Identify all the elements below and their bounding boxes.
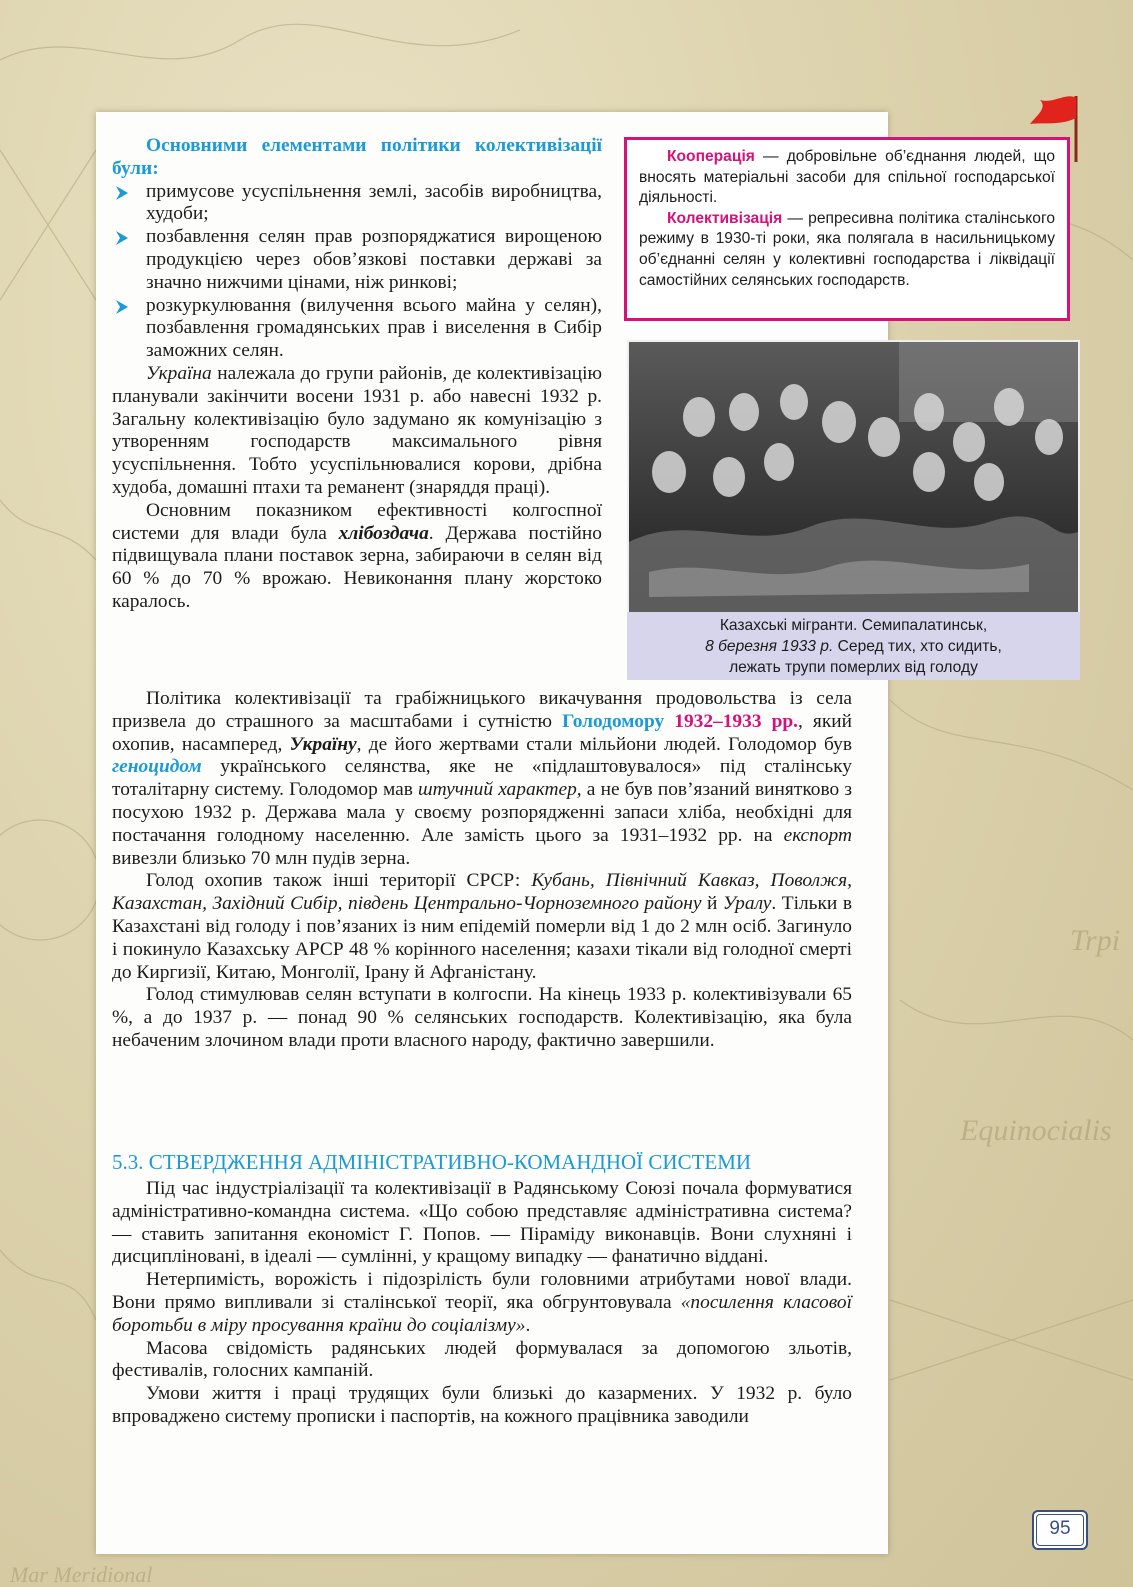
caption-line-2-rest: Серед тих, хто сидить, xyxy=(833,638,1002,655)
term-collectivization: Колективізація xyxy=(667,209,783,227)
bullet-text: позбавлення селян прав розпоряджатися вирощеною продукцією через обов’язкові поставки державі за значно нижчими цінами, ніж ринкові; xyxy=(146,226,602,293)
map-lettering-fragment: Trpi xyxy=(1070,924,1121,957)
page-number: 95 xyxy=(1032,1510,1088,1550)
map-lettering-aequinoctialis: Equinocialis xyxy=(960,1114,1112,1147)
arrow-bullet-icon xyxy=(114,230,130,246)
term-cooperation: Кооперація xyxy=(667,148,755,165)
paragraph-text: . Держава постійно підвищувала плани поставок зерна, забираючи в селян від 60 % до 70 % врожаю. Невиконання плану жорстоко каралось. xyxy=(112,522,602,612)
paragraph-text: й xyxy=(701,893,723,915)
bullet-item xyxy=(112,226,602,294)
paragraph-intolerance xyxy=(112,1269,852,1337)
definition-collectivization-text: — репресивна політика сталінського режиму в 1930-ті роки, яка полягала в насильницькому об’єднанні селян у колективні господарства і ліквідації самостійних селянських господарств. xyxy=(639,209,1055,289)
map-lettering-meridianus: Mar Meridional xyxy=(10,1562,153,1587)
paragraph-text: , де його жертвами стали мільйони людей. Голодомор був xyxy=(356,733,852,755)
intro-heading: Основними елементами політики колективізації були: xyxy=(112,135,602,179)
paragraph-text: Політика колективізації та грабіжницького викачування продовольства із села призвела до страшного за масштабами і сутністю xyxy=(112,688,852,732)
definition-collectivization xyxy=(639,209,1055,291)
historical-photo xyxy=(627,340,1080,614)
paragraph-text: належала до групи районів, де колективізацію планували закінчити восени 1931 р. або навесні 1932 р. Загальну колективізацію було задумано як комунізацію з утворенням господарств максимального рівня усуспільнення. Тобто усуспільнювалися корови, дрібна худоба, домашні птахи та реманент (знаряддя праці). xyxy=(112,362,602,498)
definitions-box xyxy=(624,137,1070,321)
text-column-narrow xyxy=(112,135,602,614)
emphasis-grain-delivery: хлібоздача xyxy=(338,522,429,544)
paragraph-ukraine-plan xyxy=(112,363,602,500)
definition-cooperation-text: — добровільне об’єднання людей, що вносять матеріальні засоби для спільної господарської діяльності. xyxy=(639,148,1055,207)
quote-class-struggle: «посилення класової боротьби в міру просування країни до соціалізму» xyxy=(112,1291,852,1336)
bullet-item xyxy=(112,181,602,227)
term-holodomor-years: 1932–1933 рр. xyxy=(674,710,798,732)
definition-cooperation xyxy=(639,147,1055,209)
bullet-text: примусове усуспільнення землі, засобів виробництва, худоби; xyxy=(146,180,602,225)
paragraph-text: , який охопив, насамперед, xyxy=(112,710,853,755)
paragraph-holodomor xyxy=(112,688,852,870)
caption-date: 8 березня 1933 р. xyxy=(705,638,834,655)
emphasis-regions: Кубань, Північний Кавказ, Поволжя, Казахстан, Західний Сибір, південь Центрально-Чорноземного району xyxy=(112,870,852,915)
text-column-section xyxy=(112,1178,852,1429)
paragraph-admin-system: Під час індустріалізації та колективізації в Радянському Союзі почала формуватися адміністративно-командна система. «Що собою представляє адміністративна система? — ставить запитання економіст Г. Попов. — Піраміду виконавців. Вони слухняні і дисципліновані, в ідеалі — сумлінні, у кращому випадку — фанатично віддані. xyxy=(112,1178,852,1268)
paragraph-living-conditions: Умови життя і праці трудящих були близькі до казармених. У 1932 р. було впроваджено систему прописки і паспортів, на кожного працівника заводили xyxy=(112,1383,852,1427)
paragraph-text: а не був пов’язаний винятково з посухою 1932 р. Держава мала у своєму розпорядженні запаси хліба, необхідні для постачання голодному населенню. Але замість цього за 1931–1932 рр. на xyxy=(112,779,853,846)
bullet-list xyxy=(112,181,602,363)
emphasis-ukraine: Україна xyxy=(146,362,212,384)
bullet-item xyxy=(112,295,602,363)
paragraph-text: . xyxy=(525,1314,531,1336)
paragraph-collectivization-rates: Голод стимулював селян вступати в колгоспи. На кінець 1933 р. колективізували 65 %, а до 1937 р. — понад 90 % селянських господарств. Колективізацію, яка була небаченим злочином влади проти власного народу, фактично завершили. xyxy=(112,984,852,1051)
arrow-bullet-icon xyxy=(114,185,130,201)
section-title: 5.3. СТВЕРДЖЕННЯ АДМІНІСТРАТИВНО-КОМАНДНОЇ СИСТЕМИ xyxy=(112,1150,752,1174)
paragraph-text: українського селянства, яке не «підлаштовувалося» під сталінську тоталітарну систему. Голодомор мав xyxy=(112,756,852,801)
emphasis-artificial: штучний характер, xyxy=(418,779,582,801)
paragraph-mass-consciousness: Масова свідомість радянських людей формувалася за допомогою зльотів, фестивалів, голосних кампаній. xyxy=(112,1337,852,1382)
text-column-wide xyxy=(112,688,852,1053)
paragraph-text: Основним показником ефективності колгоспної системи для влади була xyxy=(112,499,602,544)
paragraph-text: . Тільки в Казахстані від голоду і пов’язаних із ним епідемій померли від 1 до 2 млн осіб. Загинуло і покинуло Казахську АРСР 48 % корінного населення; казахи тікали від голодної смерті до Киргизії, Китаю, Монголії, Ірану й Афганістану. xyxy=(112,893,853,983)
emphasis-export: експорт xyxy=(783,824,852,846)
paragraph-text: вивезли близько 70 млн пудів зерна. xyxy=(112,847,411,869)
paragraph-grain-delivery xyxy=(112,500,602,614)
photo-caption xyxy=(627,612,1080,680)
caption-line-1: Казахські мігранти. Семипалатинськ, xyxy=(719,617,988,634)
bullet-text: розкуркулювання (вилучення всього майна у селян), позбавлення громадянських прав і виселення в Сибір заможних селян. xyxy=(146,294,602,362)
paragraph-text: Голод охопив також інші території СРСР: xyxy=(146,870,532,892)
arrow-bullet-icon xyxy=(114,299,130,315)
term-holodomor: Голодомору xyxy=(562,710,665,732)
caption-line-2 xyxy=(627,636,1080,657)
emphasis-ukraine: Україну xyxy=(289,733,357,755)
term-genocide: геноцидом xyxy=(112,756,202,778)
caption-line-3: лежать трупи померлих від голоду xyxy=(729,659,978,676)
emphasis-ural: Уралу xyxy=(722,893,772,915)
paragraph-text: Нетерпимість, ворожість і підозрілість були головними атрибутами нової влади. Вони прямо випливали зі сталінської теорії, яка обгрунтовувала xyxy=(112,1269,852,1313)
paragraph-other-regions xyxy=(112,870,852,984)
